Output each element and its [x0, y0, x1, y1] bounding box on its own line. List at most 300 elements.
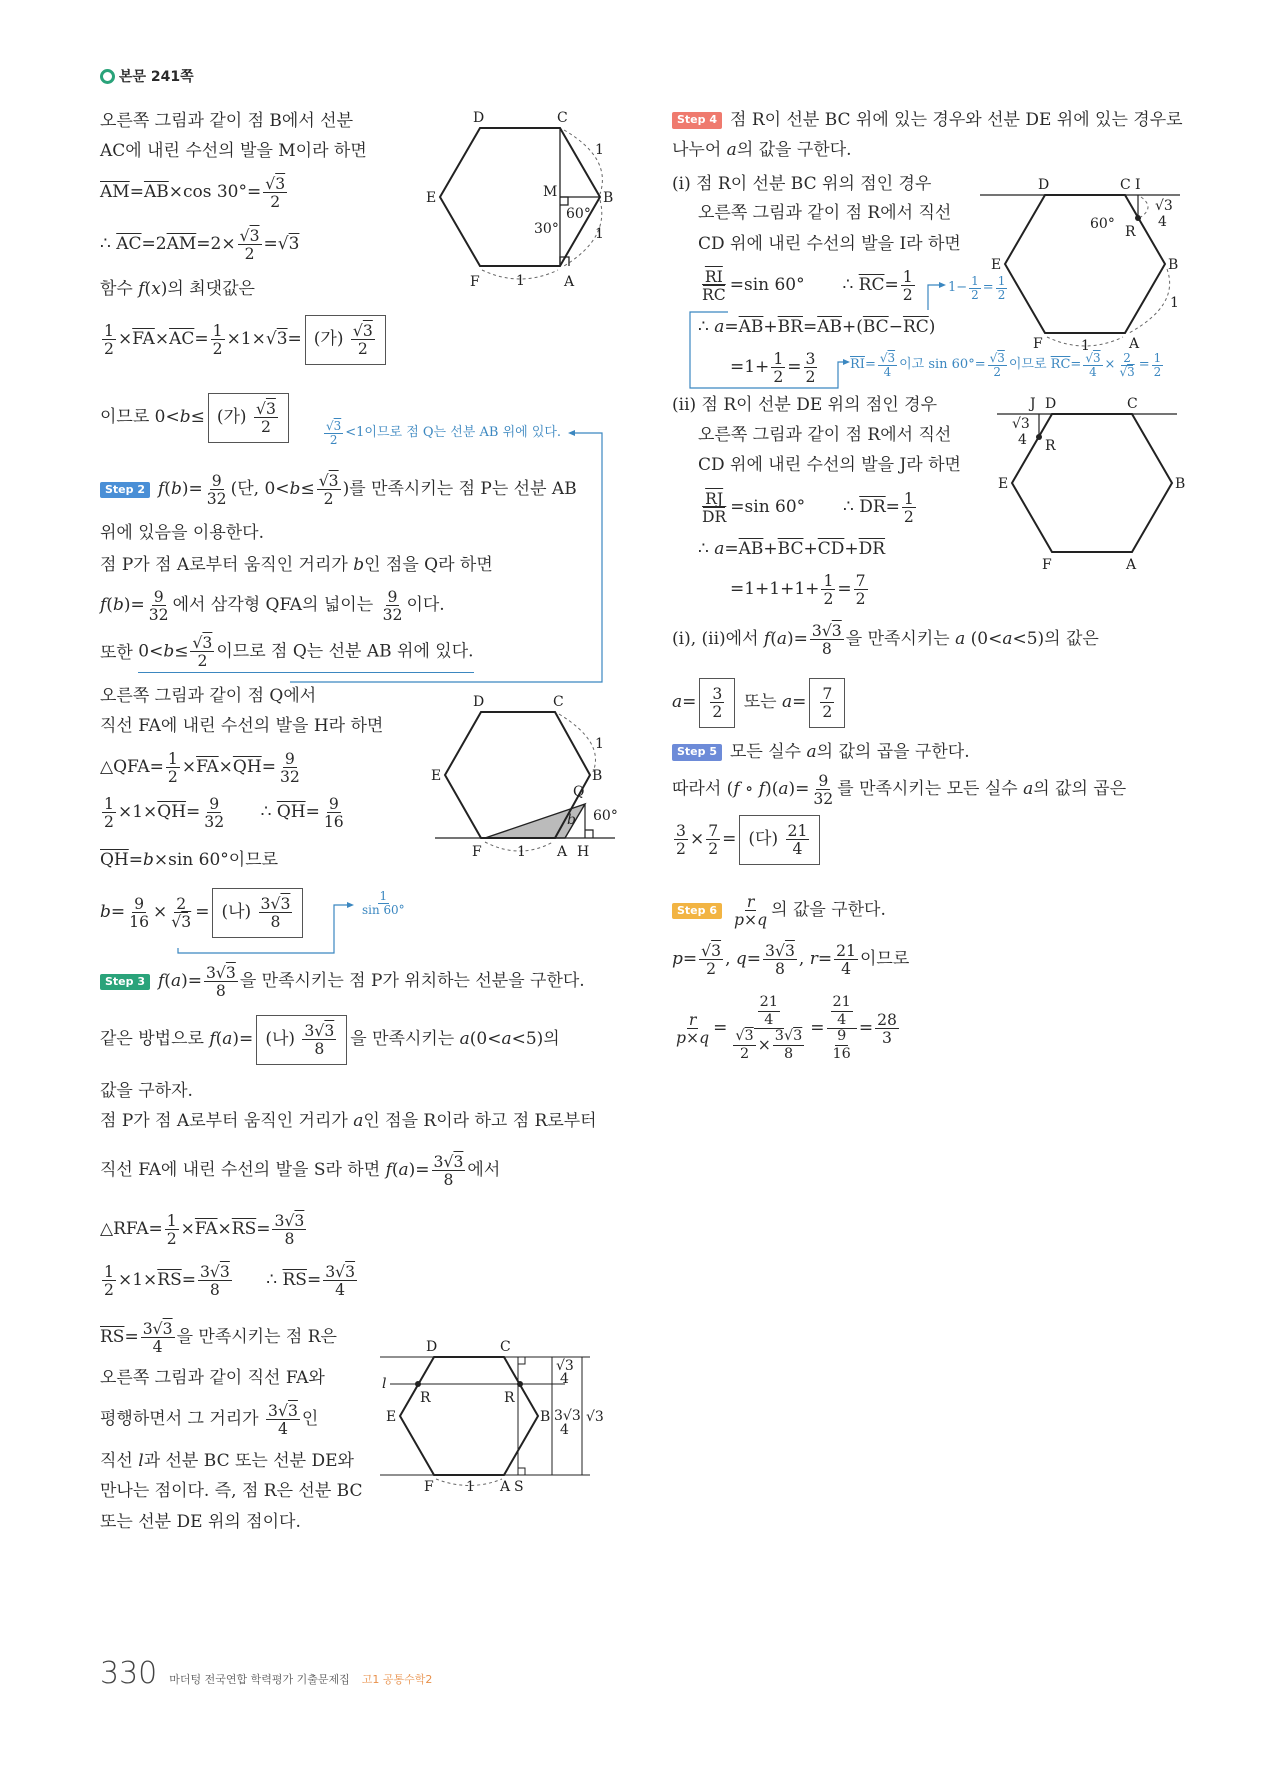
text-span: 이고 sin 60°= — [899, 357, 986, 373]
svg-text:60°: 60° — [566, 206, 591, 222]
text-span: 32 — [382, 605, 403, 625]
segment: $\overline{RS}$ — [231, 1219, 257, 1240]
text-span: = — [124, 1327, 139, 1348]
text-span: 9 — [211, 471, 222, 490]
text-span: 32 — [204, 812, 225, 832]
text-span: = — [802, 317, 818, 337]
text-span: 3 — [268, 1401, 278, 1420]
text-span: + — [763, 539, 778, 559]
text-span: ∴ — [698, 539, 715, 559]
text-span: × — [181, 757, 197, 778]
hexagon-figure-5 — [382, 1339, 610, 1497]
segment: $\overline{RJ}$ — [705, 489, 724, 508]
text-span: ∴ — [233, 1270, 283, 1291]
svg-text:B: B — [592, 768, 603, 784]
text-span: 3 — [274, 1211, 285, 1230]
variable: a — [714, 539, 725, 559]
svg-text:I: I — [1135, 177, 1141, 193]
variable: a — [1002, 629, 1013, 650]
text-span: + — [844, 539, 859, 559]
text-span: )= — [788, 779, 810, 800]
text-span: ( — [391, 1160, 399, 1181]
text-span: 따라서 ( — [672, 779, 734, 800]
text-span: × — [154, 329, 170, 350]
arrow-head-icon — [347, 902, 354, 908]
variable: f — [158, 971, 165, 992]
text-span: 1 — [997, 274, 1006, 288]
segment: $\overline{AB}$ — [817, 317, 842, 337]
step-badge: Step 5 — [672, 744, 722, 761]
segment: $\overline{BC}$ — [777, 539, 804, 559]
segment: $\overline{RC}$ — [1050, 357, 1071, 373]
text-span: sin 60° — [362, 903, 405, 918]
text-span: 8 — [270, 912, 281, 932]
text-span: 과 선분 BC 또는 선분 DE와 — [143, 1451, 354, 1471]
text-span: = — [682, 949, 698, 970]
variable: a — [222, 1029, 233, 1050]
text-span: = — [287, 329, 302, 350]
sqrt: √ 3 — [701, 941, 721, 960]
svg-text:60°: 60° — [1090, 216, 1115, 232]
text-span: (ii) 점 R이 선분 DE 위의 점인 경우 — [672, 395, 938, 415]
text-span: + — [763, 317, 778, 337]
text-span: = — [128, 850, 144, 870]
sqrt: √ 3 — [784, 1028, 802, 1044]
step-badge: Step 4 — [672, 112, 722, 129]
text-span: = — [837, 579, 852, 600]
variable: f — [158, 479, 165, 500]
text-span: 4 — [1089, 365, 1097, 380]
arrow-head-icon — [568, 430, 575, 436]
text-span: 나누어 — [672, 140, 727, 160]
text-span: ×sin 60°이므로 — [153, 850, 279, 870]
text-span: ≤ — [300, 479, 315, 500]
text-span: 4 — [277, 1419, 288, 1439]
point-r — [517, 1381, 523, 1387]
variable: p — [676, 1027, 687, 1047]
svg-text:1: 1 — [466, 1479, 475, 1495]
page-reference: 본문 241쪽 — [100, 66, 194, 86]
segment: $\overline{BR}$ — [777, 317, 803, 337]
text-span: 2 — [708, 839, 719, 859]
text-span: (나) — [221, 902, 257, 923]
text-span: 값을 구하자. — [100, 1081, 193, 1101]
text-span: 오른쪽 그림과 같이 점 R에서 직선 — [698, 203, 952, 223]
text-span: 2 — [997, 288, 1006, 303]
sqrt: √ 3 — [326, 419, 341, 433]
sqrt: √ 3 — [278, 235, 300, 255]
text-span: = — [1070, 357, 1082, 373]
sqrt: √ 3 — [153, 1319, 173, 1338]
svg-text:R: R — [504, 1390, 515, 1406]
variable: b — [143, 850, 154, 870]
text-span: ∴ — [100, 234, 117, 255]
text-span: 점 R이 선분 BC 위에 있는 경우와 선분 DE 위에 있는 경우로 — [730, 110, 1183, 130]
svg-text:R: R — [420, 1390, 431, 1406]
variable: b — [100, 902, 111, 923]
text-span: (i) 점 R이 선분 BC 위의 점인 경우 — [672, 174, 932, 194]
sqrt: √ 3 — [210, 1262, 230, 1281]
text-span: 7 — [708, 821, 719, 840]
segment: $\overline{RS}$ — [282, 1270, 307, 1291]
text-span: ∴ — [228, 802, 277, 823]
point-r — [415, 1381, 421, 1387]
text-span: × — [744, 910, 758, 930]
text-span: 2 — [270, 192, 281, 212]
svg-text:1: 1 — [1170, 295, 1179, 311]
text-span: 4 — [837, 1011, 847, 1028]
text-span: 오른쪽 그림과 같이 직선 FA와 — [100, 1368, 325, 1388]
segment: $\overline{RS}$ — [157, 1270, 182, 1291]
text-span: 같은 방법으로 — [100, 1029, 210, 1050]
book-subject: 고1 공통수학2 — [361, 1673, 433, 1686]
text-span: 3 — [433, 1152, 444, 1171]
text-span: =2× — [196, 234, 236, 255]
segment: $\overline{AM}$ — [166, 234, 197, 255]
segment: $\overline{AB}$ — [143, 182, 169, 203]
text-span: 9 — [209, 794, 220, 813]
text-span: 32 — [813, 789, 834, 809]
variable: q — [699, 1027, 710, 1047]
text-span: = — [792, 692, 807, 713]
text-span: 인 점을 R이라 하고 점 R로부터 — [363, 1111, 597, 1131]
text-span: 1 — [167, 749, 178, 768]
text-span: ×1× — [117, 1270, 158, 1291]
text-span: = — [194, 329, 209, 350]
svg-text:F: F — [1033, 336, 1043, 352]
hexagon-figure-1 — [426, 110, 614, 290]
text-span: ×1× — [226, 329, 266, 350]
svg-text:D: D — [473, 694, 485, 710]
text-span: 3 — [205, 963, 216, 982]
text-span: 8 — [783, 1046, 794, 1063]
variable: f — [209, 1029, 216, 1050]
sqrt: √ 3 — [240, 226, 260, 245]
text-span: × — [180, 1219, 195, 1240]
svg-text:A: A — [1129, 336, 1140, 352]
variable: a — [778, 779, 789, 800]
text-span: = — [261, 757, 276, 778]
text-span: 21 — [832, 994, 851, 1010]
text-span: (0< — [469, 1029, 502, 1050]
variable: p — [734, 910, 745, 930]
text-span: 4 — [152, 1337, 163, 1357]
text-span: 3 — [260, 894, 271, 913]
text-span: 2 — [823, 589, 834, 609]
text-span: = — [817, 949, 833, 970]
svg-text:C: C — [557, 110, 568, 126]
text-span: 9 — [328, 794, 339, 813]
svg-text:4: 4 — [560, 1422, 569, 1438]
segment: $\overline{QH}$ — [157, 802, 187, 823]
variable: b — [179, 407, 191, 428]
text-span: (가) — [313, 329, 349, 350]
text-span: = — [306, 1270, 322, 1291]
text-span: 9 — [284, 749, 295, 768]
text-span: 위에 있음을 이용한다. — [100, 523, 265, 543]
text-span: 2 — [773, 367, 784, 387]
text-span: 또는 선분 DE 위의 점이다. — [100, 1512, 301, 1532]
text-span: 1 — [166, 1211, 177, 1230]
variable: f — [385, 1160, 392, 1181]
text-span: CD 위에 내린 수선의 발을 I라 하면 — [698, 234, 961, 254]
svg-text:C: C — [1127, 396, 1138, 412]
svg-text:C: C — [553, 694, 564, 710]
text-span: 이다. — [406, 595, 445, 616]
text-span: 8 — [209, 1280, 220, 1300]
text-span: 또는 — [738, 692, 782, 713]
text-span: 3 — [712, 684, 723, 703]
svg-text:D: D — [1045, 396, 1057, 412]
text-span: (가) — [216, 407, 252, 428]
sqrt: √ 3 — [284, 1211, 304, 1230]
text-span: 에서 — [467, 1160, 501, 1181]
text-span: 8 — [284, 1229, 295, 1249]
sqrt: √ 3 — [171, 912, 191, 931]
text-span: 에서 삼각형 QFA의 넓이는 — [172, 595, 379, 616]
text-span: 점 P가 점 A로부터 움직인 거리가 — [100, 555, 354, 575]
segment: $\overline{FA}$ — [194, 1219, 218, 1240]
sqrt: √ 3 — [266, 330, 288, 350]
text-span: 3 — [882, 1027, 892, 1047]
hexagon-figure-4 — [431, 694, 618, 860]
text-span: 인 — [301, 1409, 319, 1430]
variable: a — [501, 1029, 512, 1050]
text-span: = — [864, 357, 876, 373]
text-span: ≤ — [190, 407, 205, 428]
variable: b — [289, 479, 301, 500]
text-span: 2 — [323, 489, 334, 509]
text-span: )의 최댓값은 — [160, 279, 255, 299]
variable: q — [735, 949, 747, 970]
text-span: 21 — [759, 994, 778, 1010]
variable: a — [170, 971, 182, 992]
variable: f — [763, 629, 771, 650]
sqrt: √ 3 — [335, 1262, 355, 1281]
text-span: 9 — [818, 771, 829, 790]
text-span: 1 — [903, 489, 914, 508]
svg-text:B: B — [1168, 257, 1179, 273]
text-span: ×1× — [117, 802, 158, 823]
svg-text:S: S — [514, 1479, 524, 1495]
text-span: △RFA= — [100, 1219, 163, 1240]
text-span: , — [725, 949, 736, 970]
hexagon-figure-2 — [991, 177, 1179, 354]
variable: b — [163, 641, 175, 662]
text-span: △QFA= — [100, 757, 164, 778]
arrow-head-icon — [843, 359, 850, 365]
text-span: )를 만족시키는 점 P는 선분 AB — [342, 479, 577, 500]
text-span: = — [1138, 357, 1150, 373]
text-span: = — [263, 234, 278, 255]
text-span: 1 — [212, 321, 223, 340]
text-span: )= — [786, 629, 808, 650]
text-span: 3 — [142, 1319, 153, 1338]
text-span: = — [724, 539, 739, 559]
text-span: 이므로 — [859, 949, 910, 970]
text-span: 2 — [805, 367, 816, 387]
text-span: 9 — [153, 587, 164, 606]
text-span: =sin 60° ∴ — [729, 275, 859, 296]
text-span: = — [186, 802, 201, 823]
svg-text:F: F — [472, 844, 482, 860]
text-span: 3 — [811, 621, 822, 640]
svg-text:M: M — [543, 184, 558, 200]
sqrt: √ 3 — [775, 941, 795, 960]
segment: $\overline{DR}$ — [859, 497, 886, 518]
variable: r — [746, 892, 755, 911]
segment: $\overline{DR}$ — [858, 539, 886, 559]
text-span: × — [689, 829, 705, 850]
sqrt: √ 3 — [265, 174, 285, 193]
text-span: 3 — [774, 1028, 784, 1045]
svg-text:4: 4 — [1018, 432, 1027, 448]
segment: $\overline{RI}$ — [850, 357, 865, 373]
text-span: 8 — [443, 1170, 454, 1190]
text-span: 7 — [855, 571, 866, 590]
text-span: ( — [164, 479, 171, 500]
text-span: =sin 60° ∴ — [730, 497, 860, 518]
text-span: <5)의 — [511, 1029, 560, 1050]
svg-text:1: 1 — [595, 142, 604, 158]
text-span: 직선 FA에 내린 수선의 발을 S라 하면 — [100, 1160, 386, 1181]
text-span: 이므로 0< — [100, 407, 180, 428]
text-span: 3 — [805, 349, 816, 368]
text-span: )( — [765, 779, 779, 800]
svg-text:4: 4 — [560, 1371, 569, 1387]
text-span: , — [798, 949, 810, 970]
svg-text:1: 1 — [595, 736, 604, 752]
text-span: 1 — [823, 571, 834, 590]
segment: RC — [702, 285, 726, 305]
arrow-head-icon — [939, 282, 946, 288]
text-span: = — [724, 317, 739, 337]
text-span: 28 — [877, 1009, 897, 1029]
text-span: +( — [841, 317, 863, 337]
text-span: )= — [123, 595, 145, 616]
text-span: 을 만족시키는 점 R은 — [176, 1327, 337, 1348]
connector-line — [928, 285, 942, 310]
text-span: × — [217, 1219, 232, 1240]
sqrt: √ 3 — [192, 633, 212, 652]
sqrt: √ 3 — [1119, 365, 1134, 379]
text-span: 4 — [764, 1011, 774, 1028]
text-span: = — [129, 182, 144, 203]
text-span: (i), (ii)에서 — [672, 629, 764, 650]
text-span: =1+1+1+ — [730, 579, 820, 600]
text-span: = — [885, 497, 900, 518]
svg-text:Q: Q — [573, 784, 585, 800]
variable: r — [688, 1009, 697, 1029]
connector-line — [690, 312, 846, 388]
text-span: 만나는 점이다. 즉, 점 R은 선분 BC — [100, 1481, 363, 1501]
segment: $\overline{RI}$ — [704, 267, 723, 286]
variable: a — [398, 1160, 409, 1181]
svg-text:F: F — [424, 1479, 434, 1495]
sqrt: √ 3 — [443, 1152, 463, 1171]
sqrt: √ 3 — [319, 471, 339, 490]
text-span: 또한 — [100, 642, 139, 663]
svg-text:E: E — [386, 1409, 397, 1425]
segment: $\overline{AM}$ — [100, 182, 130, 203]
text-span: )= — [181, 479, 203, 500]
text-span: × — [686, 1027, 700, 1047]
text-span: 2 — [260, 417, 271, 437]
text-span: = — [787, 357, 802, 378]
sqrt: √ 3 — [735, 1028, 753, 1044]
segment: $\overline{FA}$ — [132, 329, 155, 350]
svg-text:b: b — [567, 812, 576, 828]
text-span: ∘ — [739, 779, 759, 800]
variable: f — [100, 595, 107, 616]
svg-text:1: 1 — [595, 226, 604, 242]
text-span: = — [713, 1018, 728, 1039]
svg-text:4: 4 — [1158, 214, 1167, 230]
text-span: 2 — [993, 365, 1002, 380]
variable: x — [151, 279, 161, 299]
text-span: 2 — [104, 339, 114, 359]
sqrt: √ 3 — [314, 1021, 334, 1040]
text-span: = — [682, 692, 697, 713]
text-span: 오른쪽 그림과 같이 점 R에서 직선 — [698, 425, 952, 445]
text-span: (단, 0< — [230, 479, 290, 500]
text-span: 32 — [206, 489, 227, 509]
variable: a — [714, 317, 725, 337]
sqrt: √ 3 — [278, 1401, 298, 1420]
segment: $\overline{BC}$ — [862, 317, 889, 337]
text-span: + — [803, 539, 818, 559]
text-span: 을 만족시키는 점 P가 위치하는 선분을 구한다. — [239, 971, 585, 992]
text-span: × — [153, 902, 168, 923]
segment: $\overline{RC}$ — [858, 275, 885, 296]
text-span: 2 — [244, 244, 255, 264]
svg-text:C: C — [500, 1339, 511, 1355]
text-span: 2 — [739, 1046, 750, 1063]
text-span: − — [888, 317, 903, 337]
text-span: ≤ — [174, 641, 189, 662]
text-span: 0< — [138, 641, 164, 662]
text-span: )= — [408, 1160, 430, 1181]
variable: a — [782, 692, 793, 713]
svg-text:1: 1 — [516, 273, 525, 289]
text-span: 1 — [971, 274, 979, 288]
text-span: 4 — [335, 1280, 346, 1300]
hexagon-figure-3 — [998, 396, 1186, 573]
text-span: 21 — [836, 941, 856, 960]
text-span: ( — [770, 629, 777, 650]
text-span: <5)의 값은 — [1012, 629, 1099, 650]
variable: f — [138, 279, 145, 299]
text-span: × — [218, 757, 233, 778]
text-span: (다) — [748, 829, 784, 850]
text-span: 를 만족시키는 모든 실수 — [837, 779, 1024, 800]
text-span: 2 — [1153, 365, 1162, 380]
text-span: 16 — [323, 812, 344, 832]
sqrt: √ 3 — [353, 321, 373, 340]
segment: DR — [702, 507, 727, 527]
variable: r — [809, 949, 818, 970]
text-span: 모든 실수 — [730, 742, 807, 762]
svg-text:l: l — [382, 1376, 387, 1392]
svg-text:J: J — [1030, 396, 1036, 412]
svg-text:1: 1 — [1081, 338, 1090, 354]
variable: a — [672, 692, 683, 713]
svg-text:E: E — [431, 768, 442, 784]
text-span: 점 P가 점 A로부터 움직인 거리가 — [100, 1111, 354, 1131]
variable: q — [757, 910, 768, 930]
segment: $\overline{RS}$ — [100, 1327, 125, 1348]
variable: f — [758, 779, 766, 800]
